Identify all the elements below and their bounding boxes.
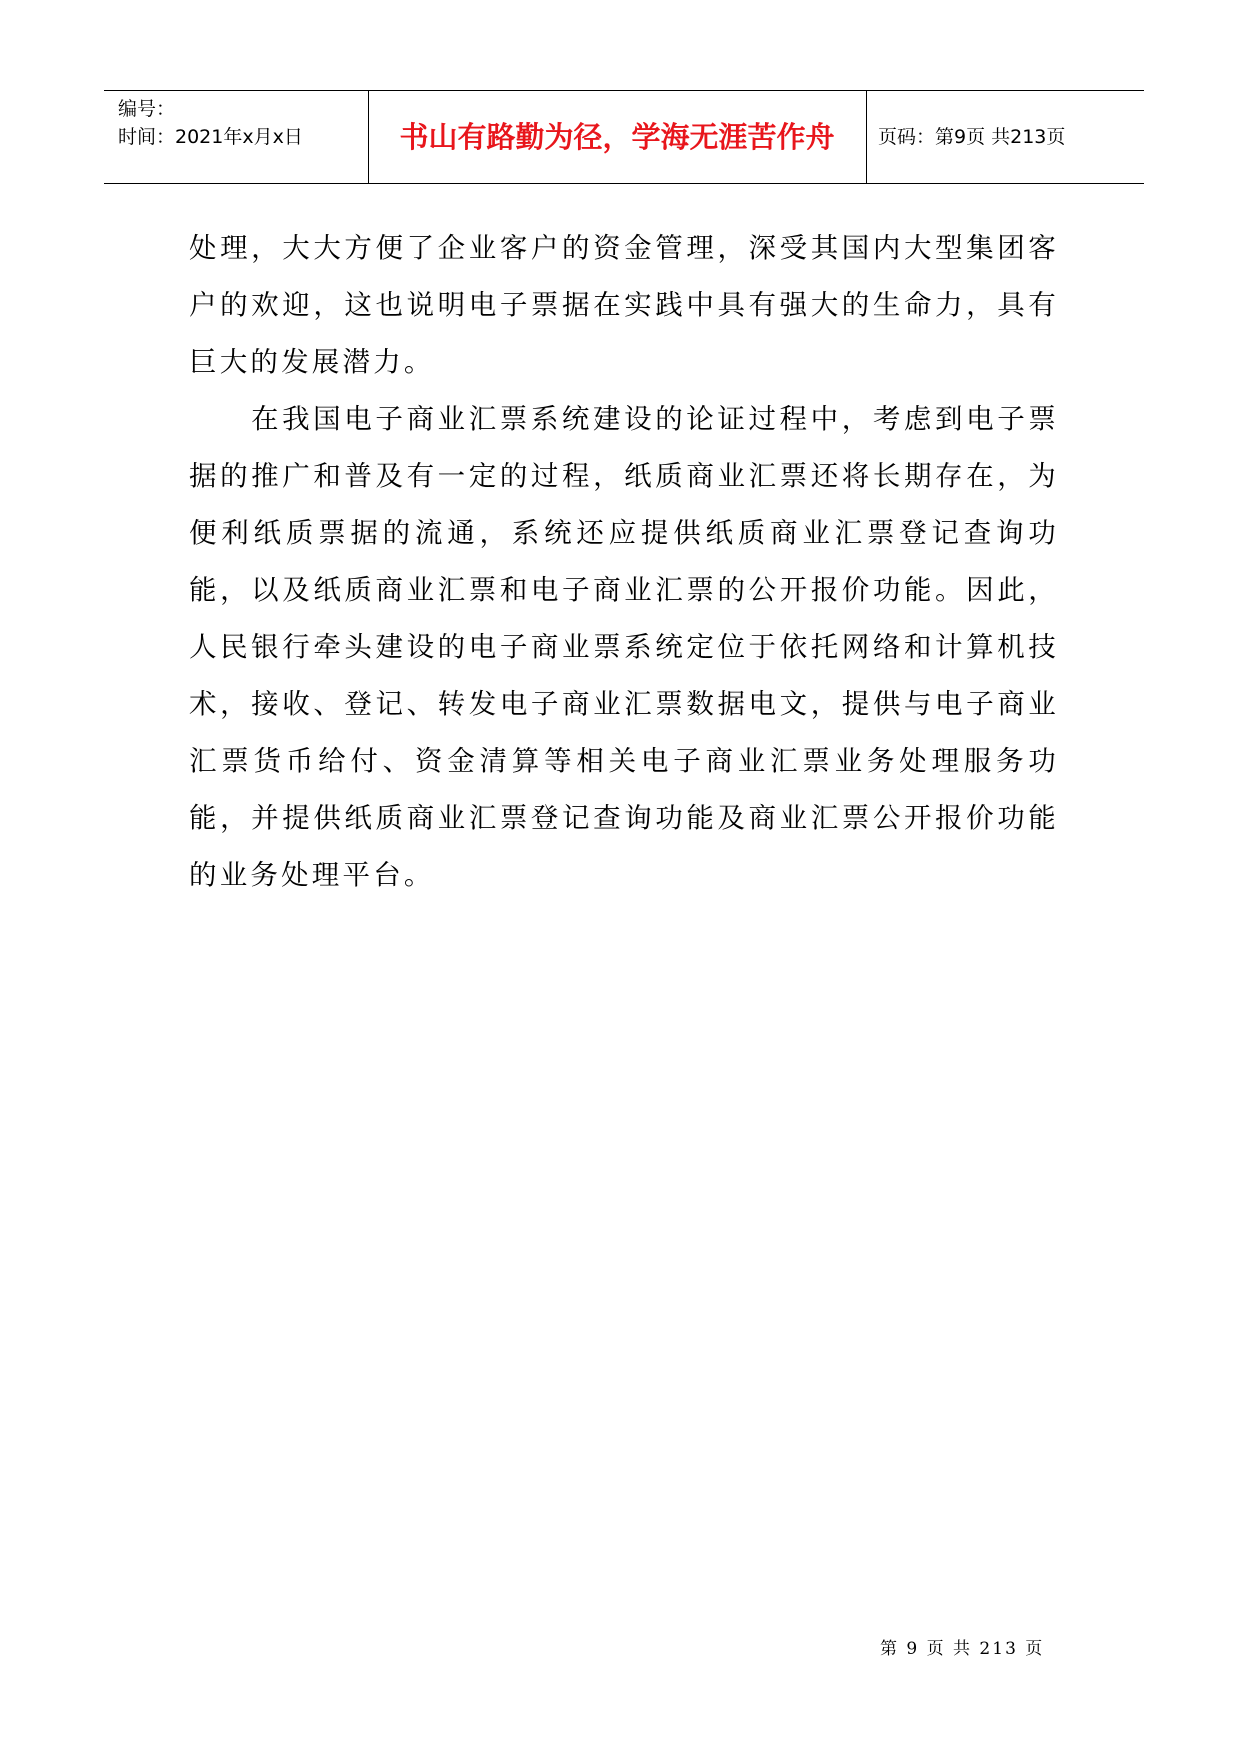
document-time-label: 时间：2021年x月x日 <box>118 126 303 148</box>
header-divider <box>368 91 369 183</box>
header-info <box>118 95 358 151</box>
page-footer: 第 9 页 共 213 页 <box>880 1639 1045 1659</box>
document-body <box>189 220 1059 904</box>
body-paragraph: 在我国电子商业汇票系统建设的论证过程中，考虑到电子票据的推广和普及有一定的过程，纸质商业汇票还将长期存在，为便利纸质票据的流通，系统还应提供纸质商业汇票登记查询功能，以及纸质商业汇票和电子商业汇票的公开报价功能。因此，人民银行牵头建设的电子商业票系统定位于依托网络和计算机技术，接收、登记、转发电子商业汇票数据电文，提供与电子商业汇票货币给付、资金清算等相关电子商业汇票业务处理服务功能，并提供纸质商业汇票登记查询功能及商业汇票公开报价功能的业务处理平台。 <box>189 403 1059 891</box>
body-paragraph: 处理，大大方便了企业客户的资金管理，深受其国内大型集团客户的欢迎，这也说明电子票据在实践中具有强大的生命力，具有巨大的发展潜力。 <box>189 232 1059 378</box>
document-number-label: 编号： <box>118 98 176 120</box>
header-motto: 书山有路勤为径，学海无涯苦作舟 <box>399 120 835 154</box>
page-header <box>104 90 1144 184</box>
header-page-code: 页码：第9页 共213页 <box>878 126 1066 148</box>
